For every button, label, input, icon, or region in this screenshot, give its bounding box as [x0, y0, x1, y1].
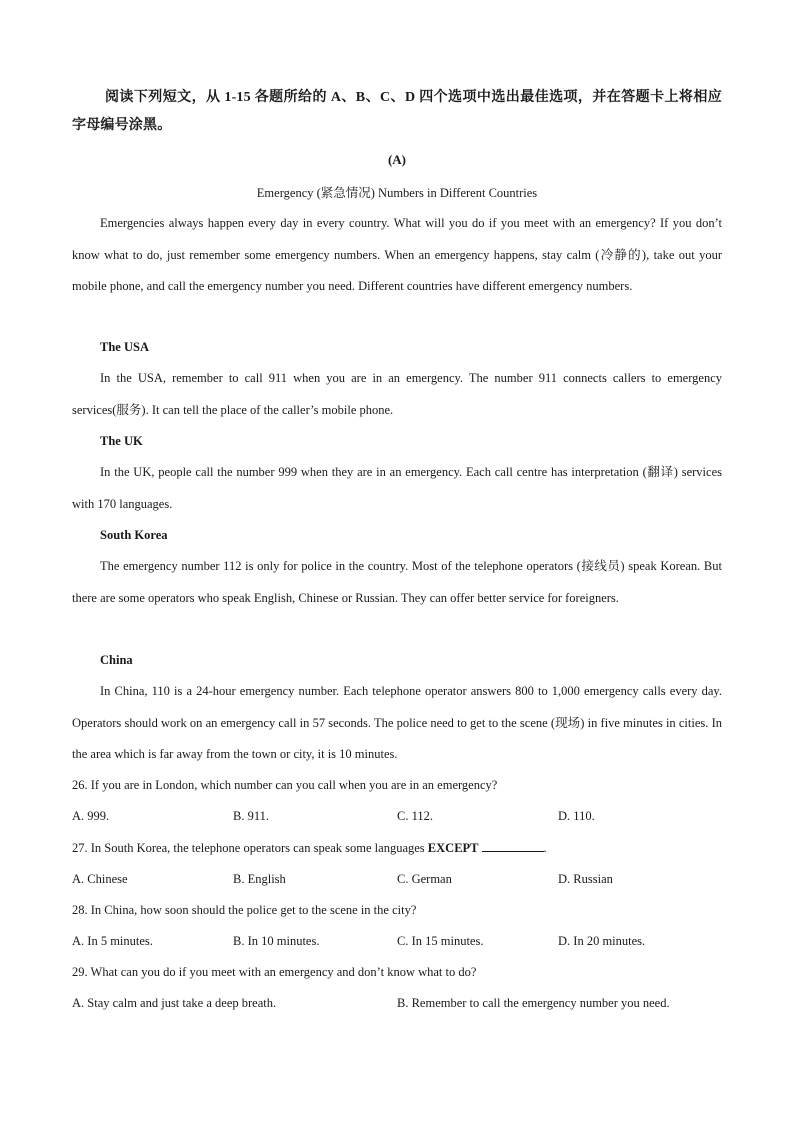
- q26-option-b[interactable]: B. 911.: [233, 809, 269, 823]
- heading-south-korea: South Korea: [100, 528, 168, 542]
- q28-option-a[interactable]: A. In 5 minutes.: [72, 934, 153, 948]
- heading-usa: The USA: [100, 340, 149, 354]
- q27-option-a[interactable]: A. Chinese: [72, 872, 128, 886]
- q27-option-b[interactable]: B. English: [233, 872, 286, 886]
- q26-option-a[interactable]: A. 999.: [72, 809, 110, 823]
- paragraph-south-korea: The emergency number 112 is only for police in the country. Most of the telephone operators (接线员) speak Korean. But there are some operators who speak English, Chinese or Russian. They can offer better service for foreigners.: [72, 559, 722, 605]
- q27-option-d[interactable]: D. Russian: [558, 872, 613, 886]
- q29-option-b[interactable]: B. Remember to call the emergency number you need.: [397, 996, 670, 1010]
- q26-option-d[interactable]: D. 110.: [558, 809, 595, 823]
- q28-option-d[interactable]: D. In 20 minutes.: [558, 934, 646, 948]
- question-29: 29. What can you do if you meet with an emergency and don’t know what to do?: [72, 965, 477, 979]
- q28-option-b[interactable]: B. In 10 minutes.: [233, 934, 320, 948]
- q27-answer-blank: [482, 840, 544, 852]
- q27-except-word: EXCEPT: [427, 841, 479, 855]
- q29-option-a[interactable]: A. Stay calm and just take a deep breath.: [72, 996, 277, 1010]
- q28-option-c[interactable]: C. In 15 minutes.: [397, 934, 484, 948]
- passage-title: Emergency (紧急情况) Numbers in Different Countries: [256, 186, 538, 200]
- paragraph-china: In China, 110 is a 24-hour emergency number. Each telephone operator answers 800 to 1,000 emergency calls every day. Operators should work on an emergency call in 57 seconds. The police need to get to the scene (现场) in five minutes in cities. In the area which is far away from the town or city, it is 10 minutes.: [72, 684, 722, 761]
- instructions: 阅读下列短文，从 1-15 各题所给的 A、B、C、D 四个选项中选出最佳选项，并在答题卡上将相应字母编号涂黑。: [72, 90, 722, 133]
- heading-uk: The UK: [100, 434, 143, 448]
- q27-option-c[interactable]: C. German: [397, 872, 452, 886]
- section-letter: (A): [387, 152, 407, 167]
- question-28: 28. In China, how soon should the police get to the scene in the city?: [72, 903, 417, 917]
- paragraph-uk: In the UK, people call the number 999 when they are in an emergency. Each call centre has interpretation (翻译) services with 170 languages.: [72, 465, 722, 511]
- paragraph-usa: In the USA, remember to call 911 when you are in an emergency. The number 911 connects callers to emergency services(服务). It can tell the place of the caller’s mobile phone.: [72, 371, 722, 417]
- heading-china: China: [100, 653, 133, 667]
- question-26: 26. If you are in London, which number can you call when you are in an emergency?: [72, 778, 498, 792]
- q27-stem-end: .: [543, 841, 547, 855]
- intro-paragraph: Emergencies always happen every day in every country. What will you do if you meet with an emergency? If you don’t know what to do, just remember some emergency numbers. When an emergency happens, stay calm (冷静的), take out your mobile phone, and call the emergency number you need. Different countries have different emergency numbers.: [72, 216, 722, 293]
- question-27: [72, 840, 722, 856]
- q27-stem-text: 27. In South Korea, the telephone operators can speak some languages: [72, 841, 428, 855]
- q26-option-c[interactable]: C. 112.: [397, 809, 433, 823]
